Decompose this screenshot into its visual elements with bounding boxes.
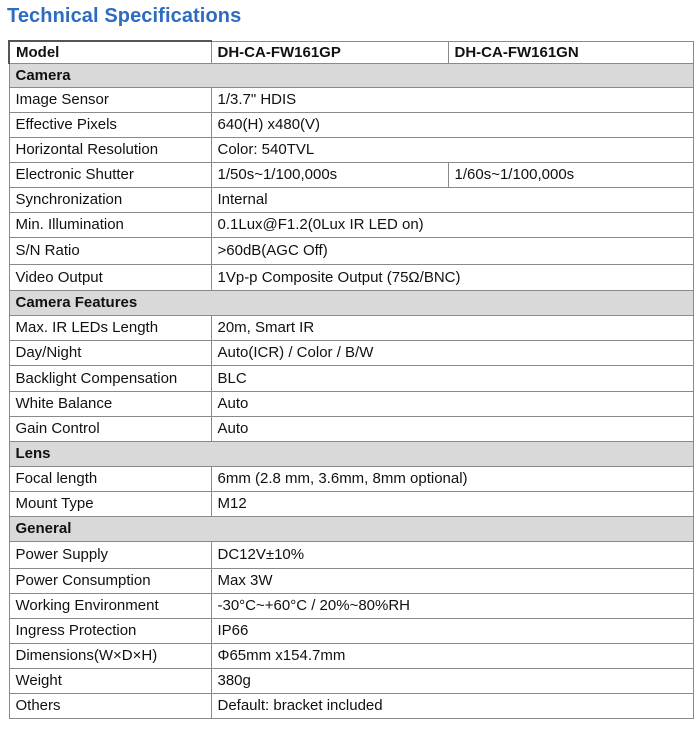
section-label: Camera: [9, 63, 693, 87]
spec-label: Power Consumption: [9, 568, 211, 593]
spec-label: Weight: [9, 668, 211, 693]
table-row: [9, 416, 693, 441]
table-row: [9, 568, 693, 593]
spec-label: Mount Type: [9, 491, 211, 516]
spec-value: Max 3W: [211, 568, 693, 593]
spec-label: Min. Illumination: [9, 212, 211, 237]
spec-label: S/N Ratio: [9, 237, 211, 264]
spec-value: Color: 540TVL: [211, 137, 693, 162]
spec-value: 1/3.7" HDIS: [211, 87, 693, 112]
table-row: [9, 618, 693, 643]
table-row: [9, 365, 693, 391]
spec-value: Auto: [211, 391, 693, 416]
spec-value: BLC: [211, 365, 693, 391]
spec-value: Auto(ICR) / Color / B/W: [211, 340, 693, 365]
spec-label: Gain Control: [9, 416, 211, 441]
spec-value: Auto: [211, 416, 693, 441]
table-row: [9, 668, 693, 693]
spec-table: [8, 40, 694, 719]
spec-value: 380g: [211, 668, 693, 693]
table-row: [9, 137, 693, 162]
spec-label: Power Supply: [9, 541, 211, 568]
spec-label: Horizontal Resolution: [9, 137, 211, 162]
table-row: [9, 264, 693, 290]
spec-label: Max. IR LEDs Length: [9, 315, 211, 340]
spec-label: Video Output: [9, 264, 211, 290]
section-row: [9, 516, 693, 541]
table-row: [9, 541, 693, 568]
spec-label: Image Sensor: [9, 87, 211, 112]
section-label: Lens: [9, 441, 693, 466]
table-row: [9, 391, 693, 416]
spec-value: >60dB(AGC Off): [211, 237, 693, 264]
spec-label: Focal length: [9, 466, 211, 491]
spec-value: 6mm (2.8 mm, 3.6mm, 8mm optional): [211, 466, 693, 491]
spec-value: 20m, Smart IR: [211, 315, 693, 340]
table-row: [9, 340, 693, 365]
spec-label: Backlight Compensation: [9, 365, 211, 391]
spec-label: Dimensions(W×D×H): [9, 643, 211, 668]
spec-label: Electronic Shutter: [9, 162, 211, 187]
spec-value: DC12V±10%: [211, 541, 693, 568]
header-model-1: DH-CA-FW161GP: [211, 41, 448, 63]
table-row: [9, 491, 693, 516]
table-row: [9, 212, 693, 237]
table-row: [9, 162, 693, 187]
spec-value-2: 1/60s~1/100,000s: [448, 162, 693, 187]
spec-value: -30°C~+60°C / 20%~80%RH: [211, 593, 693, 618]
spec-label: Day/Night: [9, 340, 211, 365]
spec-table-body: [9, 41, 693, 718]
page-title: Technical Specifications: [7, 5, 242, 27]
table-row: [9, 643, 693, 668]
spec-label: White Balance: [9, 391, 211, 416]
table-row: [9, 466, 693, 491]
spec-label: Synchronization: [9, 187, 211, 212]
section-row: [9, 63, 693, 87]
table-row: [9, 112, 693, 137]
table-row: [9, 693, 693, 718]
header-label: Model: [9, 41, 211, 63]
table-row: [9, 187, 693, 212]
spec-value: Default: bracket included: [211, 693, 693, 718]
table-row: [9, 87, 693, 112]
section-row: [9, 441, 693, 466]
spec-value: Φ65mm x154.7mm: [211, 643, 693, 668]
spec-value: IP66: [211, 618, 693, 643]
spec-value: Internal: [211, 187, 693, 212]
table-row: [9, 593, 693, 618]
spec-label: Ingress Protection: [9, 618, 211, 643]
spec-label: Working Environment: [9, 593, 211, 618]
header-model-2: DH-CA-FW161GN: [448, 41, 693, 63]
spec-value: M12: [211, 491, 693, 516]
table-row: [9, 237, 693, 264]
table-row: [9, 315, 693, 340]
spec-value: 1/50s~1/100,000s: [211, 162, 448, 187]
section-label: General: [9, 516, 693, 541]
spec-value: 1Vp-p Composite Output (75Ω/BNC): [211, 264, 693, 290]
spec-value: 0.1Lux@F1.2(0Lux IR LED on): [211, 212, 693, 237]
spec-value: 640(H) x480(V): [211, 112, 693, 137]
table-header-row: [9, 41, 693, 63]
spec-label: Others: [9, 693, 211, 718]
section-row: [9, 290, 693, 315]
spec-label: Effective Pixels: [9, 112, 211, 137]
section-label: Camera Features: [9, 290, 693, 315]
